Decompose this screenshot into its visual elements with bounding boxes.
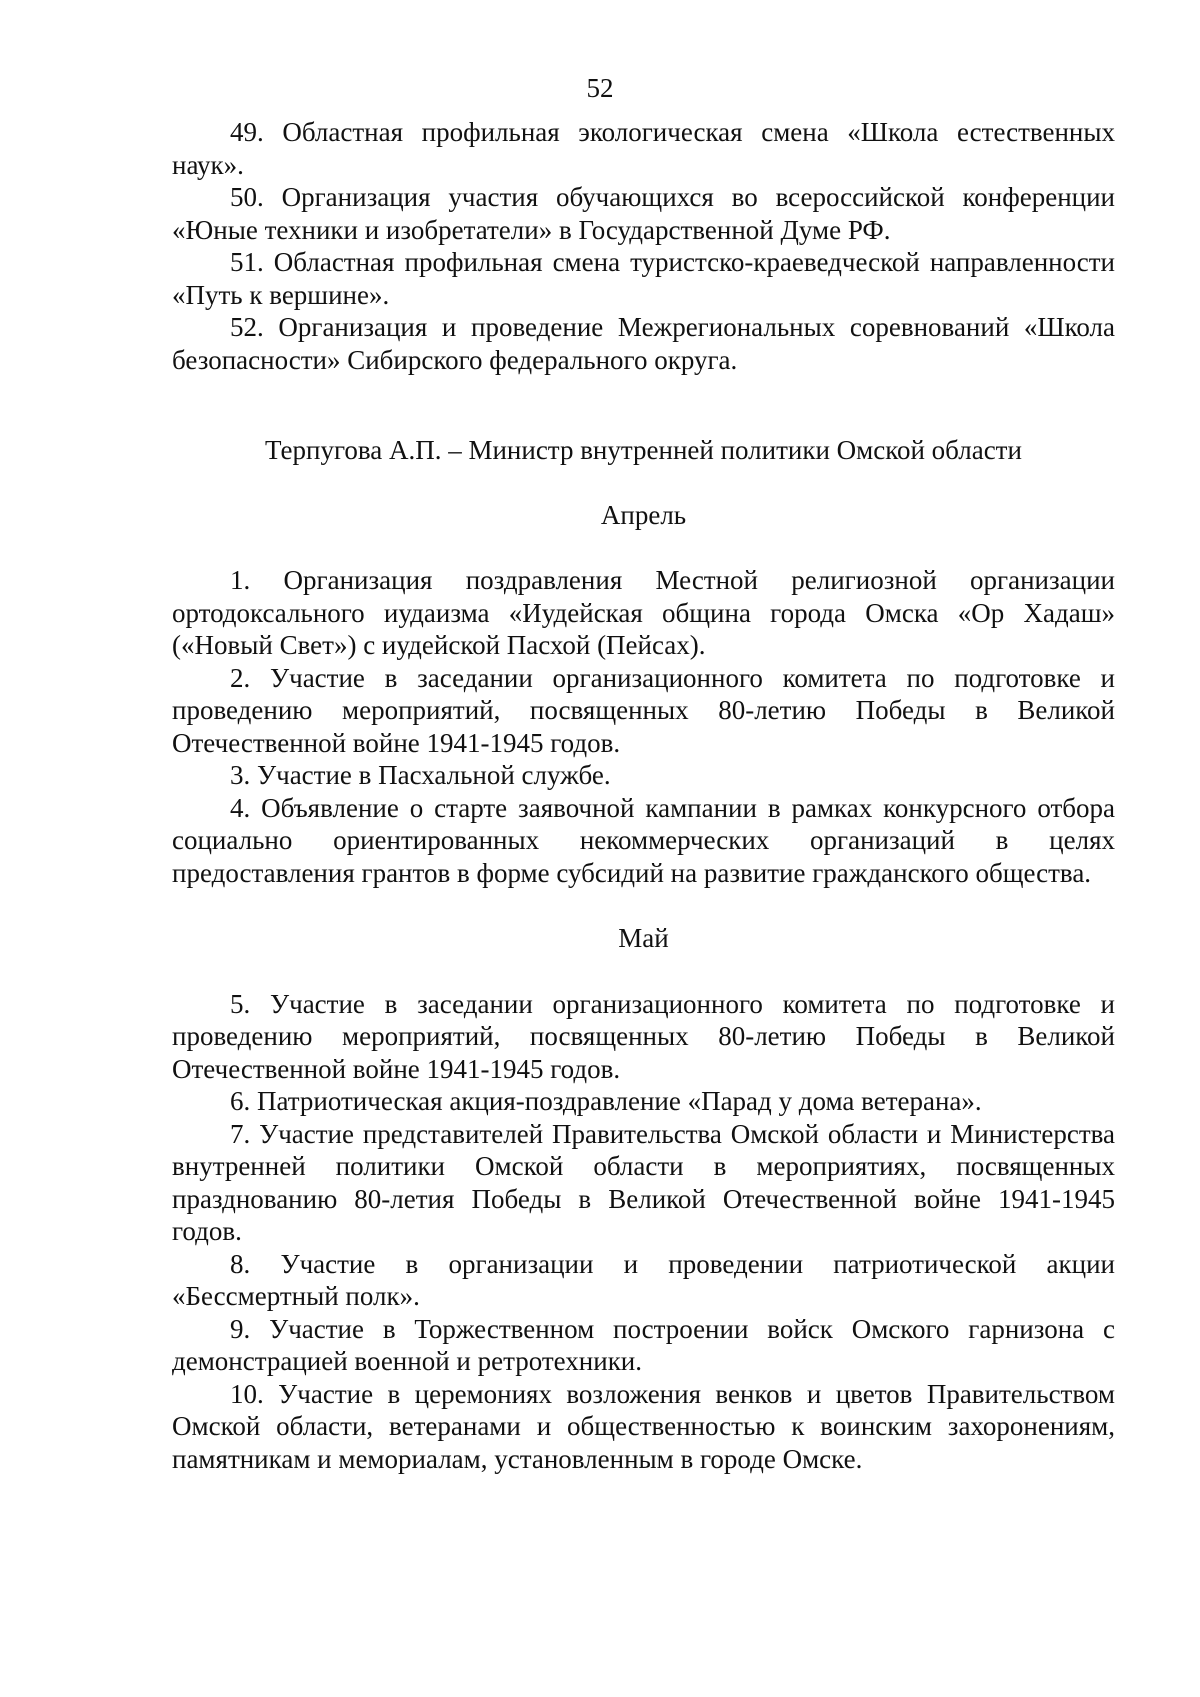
month-heading-may: Май [618,923,669,953]
minister-heading: Терпугова А.П. – Министр внутренней политики Омской области [265,435,1022,465]
section-spacer [172,376,1115,434]
list-item: 50. Организация участия обучающихся во всероссийской конференции «Юные техники и изобретатели» в Государственной Думе РФ. [172,182,1115,245]
section-spacer [172,467,1115,499]
list-item: 1. Организация поздравления Местной религиозной организации ортодоксального иудаизма «Иудейская община города Омска «Ор Хадаш» («Новый Свет») с иудейской Пасхой (Пейсах). [172,565,1115,660]
section-spacer [172,531,1115,564]
list-item: 4. Объявление о старте заявочной кампании в рамках конкурсного отбора социально ориентированных некоммерческих организаций в целях предоставления грантов в форме субсидий на развитие гражданского общества. [172,792,1115,888]
list-item: 2. Участие в заседании организационного комитета по подготовке и проведению мероприятий, посвященных 80-летию Победы в Великой Отечественной войне 1941-1945 годов. [172,662,1115,758]
list-item: 9. Участие в Торжественном построении войск Омского гарнизона с демонстрацией военной и ретротехники. [172,1313,1115,1376]
list-item: 51. Областная профильная смена туристско-краеведческой направленности «Путь к вершине». [172,247,1115,310]
section-spacer [172,889,1115,922]
list-item: 7. Участие представителей Правительства Омской области и Министерства внутренней политики Омской области в мероприятиях, посвященных празднованию 80-летия Победы в Великой Отечественной войне 1941-1945 годов. [172,1118,1115,1246]
section-spacer [172,955,1115,988]
list-item: 49. Областная профильная экологическая смена «Школа естественных наук». [172,117,1115,180]
list-item: 8. Участие в организации и проведении патриотической акции «Бессмертный полк». [172,1248,1115,1311]
list-item: 10. Участие в церемониях возложения венков и цветов Правительством Омской области, ветеранами и общественностью к воинским захоронениям, памятникам и мемориалам, установленным в городе Омске. [172,1378,1115,1474]
document-body [172,116,1115,1475]
list-item: 5. Участие в заседании организационного комитета по подготовке и проведению мероприятий, посвященных 80-летию Победы в Великой Отечественной войне 1941-1945 годов. [172,988,1115,1084]
list-item: 3. Участие в Пасхальной службе. [230,760,611,790]
list-item: 6. Патриотическая акция-поздравление «Парад у дома ветерана». [230,1086,982,1116]
page-number: 52 [586,73,614,103]
list-item: 52. Организация и проведение Межрегиональных соревнований «Школа безопасности» Сибирского федерального округа. [172,312,1115,375]
month-heading-april: Апрель [600,499,687,530]
